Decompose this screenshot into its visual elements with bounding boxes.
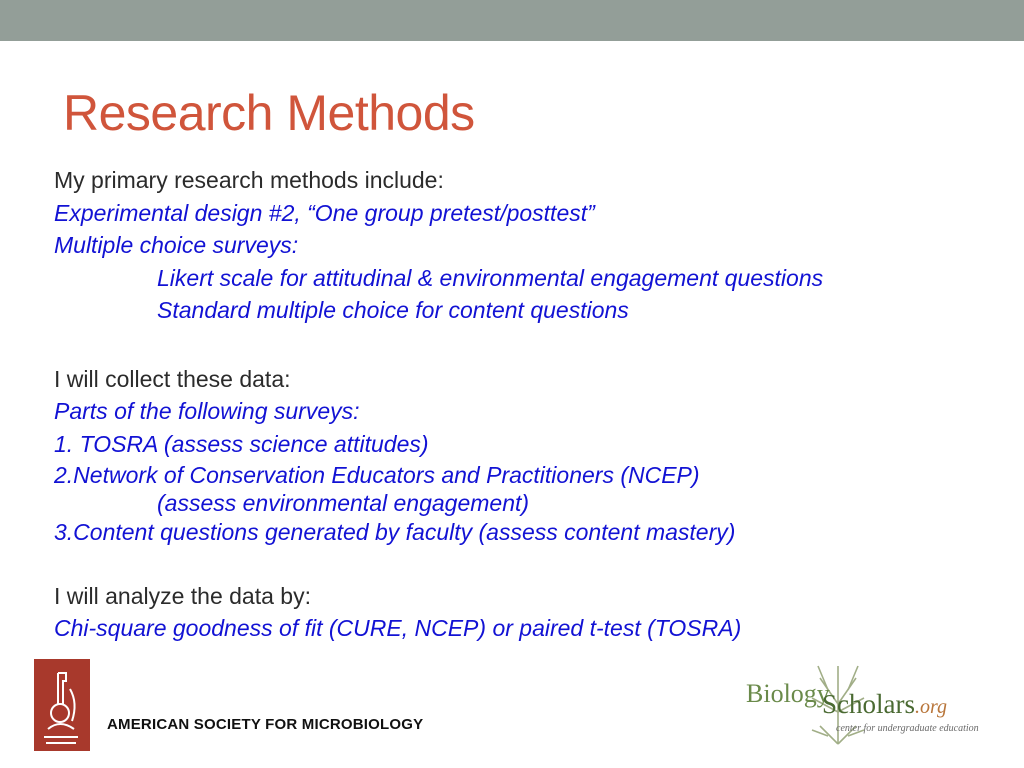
methods-item-surveys: Multiple choice surveys: [54,232,299,258]
methods-subitem-likert: Likert scale for attitudinal & environmental engagement questions [157,264,824,291]
collect-intro: Parts of the following surveys: [54,398,360,424]
spacer [54,549,1014,580]
collect-item-tosra: 1. TOSRA (assess science attitudes) [54,430,429,457]
slide-body [54,164,1014,645]
methods-item-design: Experimental design #2, “One group pretest/posttest” [54,199,595,226]
collect-item-ncep: 2.Network of Conservation Educators and Practitioners (NCEP) [54,462,700,488]
biologyscholars-logo [746,656,991,748]
microscope-icon [34,659,90,751]
asm-name: AMERICAN SOCIETY FOR MICROBIOLOGY [107,716,424,733]
methods-subitem-standard: Standard multiple choice for content questions [157,297,629,323]
bs-tagline: center for undergraduate education [836,723,979,734]
analyze-method: Chi-square goodness of fit (CURE, NCEP) or paired t-test (TOSRA) [54,615,742,641]
spacer [54,327,1014,363]
asm-logo [34,659,90,751]
slide-title: Research Methods [63,85,475,141]
collect-heading: I will collect these data: [54,365,291,392]
collect-item-ncep-continued: (assess environmental engagement) [157,490,530,516]
bs-scholars-text [822,689,947,720]
bs-scholars-word: Scholars [822,689,915,719]
collect-item-content: 3.Content questions generated by faculty (assess content mastery) [54,519,736,545]
methods-heading: My primary research methods include: [54,167,444,193]
bs-org-text: .org [914,696,948,718]
bs-biology-text: Biology [746,679,830,708]
analyze-heading: I will analyze the data by: [54,582,311,609]
top-bar [0,0,1024,41]
